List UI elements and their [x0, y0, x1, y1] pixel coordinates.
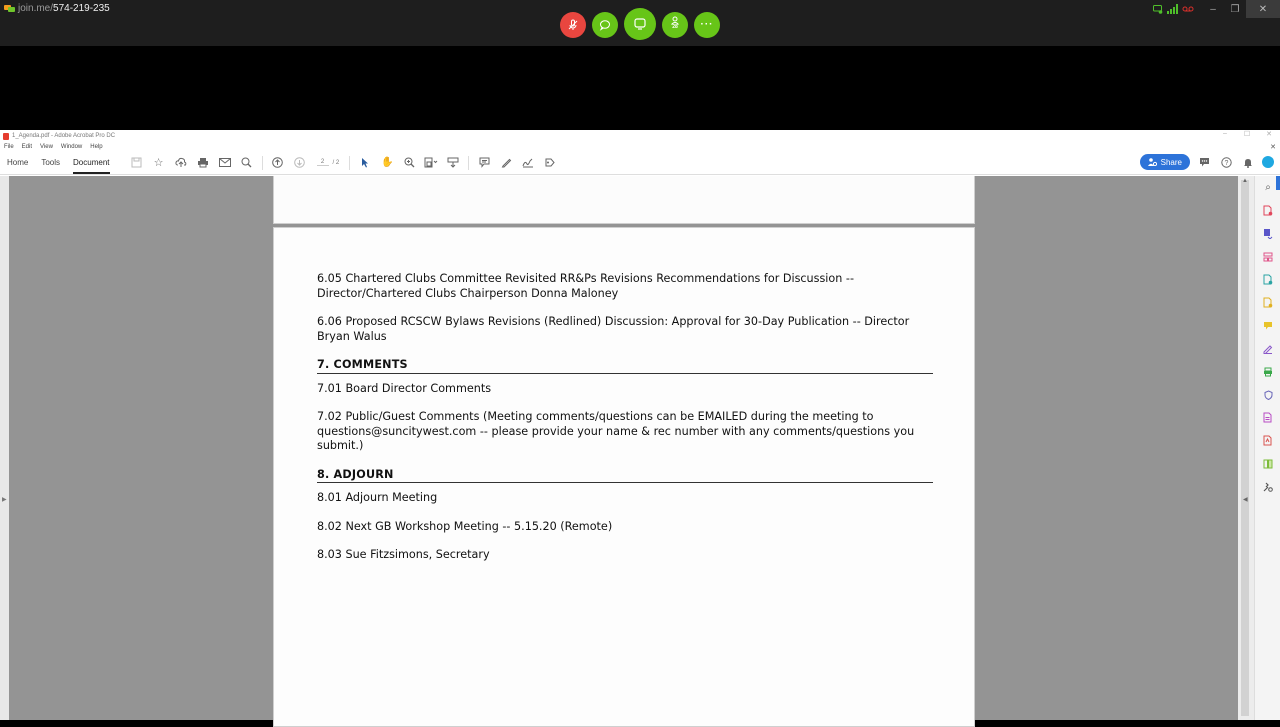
agenda-item-7-02: 7.02 Public/Guest Comments (Meeting comments/questions can be EMAILED during the meeting to questions@suncitywest.com -- please provide your name & rec number with any comments/questions you submit.) — [317, 410, 915, 452]
window-controls — [1214, 130, 1280, 138]
fill-sign-button[interactable] — [539, 153, 561, 173]
chat-bubble-icon — [599, 19, 611, 31]
page-total: / 2 — [332, 159, 340, 166]
cloud-upload-icon — [175, 157, 187, 168]
menu-bar — [0, 142, 1280, 151]
joinme-logo-icon — [4, 5, 15, 12]
bell-icon — [1243, 157, 1253, 168]
menu-file[interactable]: File — [4, 143, 14, 150]
tab-home[interactable]: Home — [7, 158, 29, 167]
menu-help[interactable]: Help — [90, 143, 103, 150]
agenda-item-6-05: 6.05 Chartered Clubs Committee Revisited RR&Ps Revisions Recommendations for Discussion -- Director/Chartered Clubs Chairperson Donna Maloney — [317, 272, 854, 300]
agenda-item-8-02: 8.02 Next GB Workshop Meeting -- 5.15.20 (Remote) — [317, 519, 613, 533]
shared-screen-margin — [0, 46, 1280, 130]
pane-accent — [1276, 176, 1280, 190]
more-button[interactable] — [694, 12, 720, 38]
signature-icon — [522, 157, 534, 168]
hand-tool-button[interactable] — [376, 153, 398, 173]
hand-icon: ✋ — [380, 157, 394, 168]
tool-edit-pdf[interactable] — [1255, 268, 1280, 291]
edit-pdf-icon — [1263, 274, 1273, 285]
help-circle-icon — [1221, 157, 1232, 168]
comment-button[interactable] — [473, 153, 495, 173]
page-display-button[interactable] — [420, 153, 442, 173]
agenda-item-8-03: 8.03 Sue Fitzsimons, Secretary — [317, 548, 490, 561]
tool-fill-sign[interactable] — [1255, 291, 1280, 314]
document-area — [0, 176, 1280, 720]
tab-document[interactable]: Document — [73, 151, 109, 174]
search-icon — [241, 157, 252, 168]
save-button[interactable] — [126, 153, 148, 173]
zoom-search-icon: ⌕ — [1265, 182, 1271, 193]
export-pdf-icon — [1263, 228, 1273, 239]
screen-icon — [633, 17, 647, 31]
page-number-input[interactable]: 2 — [317, 159, 329, 166]
save-icon — [131, 157, 142, 168]
print-production-icon — [1263, 367, 1273, 377]
microphone-muted-icon — [567, 19, 579, 31]
share-button[interactable] — [1140, 154, 1190, 170]
signal-strength-icon — [1167, 4, 1178, 14]
help-button[interactable] — [1218, 154, 1234, 170]
mute-microphone-button[interactable] — [560, 12, 586, 38]
minimize-button[interactable]: – — [1210, 3, 1216, 15]
toolbar-divider — [468, 156, 469, 170]
star-icon: ☆ — [153, 157, 164, 169]
maximize-button[interactable]: ☐ — [1243, 131, 1251, 138]
joinme-window-area — [1153, 0, 1280, 18]
tab-tools[interactable]: Tools — [41, 158, 61, 167]
participant-count: 28 — [672, 23, 678, 30]
joinme-toolbar — [0, 0, 1280, 46]
menu-view[interactable]: View — [40, 143, 53, 150]
upload-button[interactable] — [170, 153, 192, 173]
sign-button[interactable] — [517, 153, 539, 173]
tool-combine[interactable] — [1255, 406, 1280, 429]
tag-pen-icon — [544, 157, 556, 168]
cursor-arrow-icon — [360, 157, 370, 168]
signature-tool-icon — [1263, 344, 1273, 354]
arrow-down-circle-icon — [294, 157, 305, 168]
toolbar-right — [1140, 154, 1274, 170]
select-tool-button[interactable] — [354, 153, 376, 173]
page-indicator — [317, 159, 340, 166]
scroll-up-arrow-icon[interactable]: ▲ — [1242, 178, 1248, 184]
pdf-page — [273, 227, 975, 727]
comment-icon — [479, 157, 490, 168]
agenda-item-8-01: 8.01 Adjourn Meeting — [317, 491, 438, 504]
agenda-item-6-06: 6.06 Proposed RCSCW Bylaws Revisions (Redlined) Discussion: Approval for 30-Day Publication -- Director Bryan Walus — [317, 315, 910, 343]
more-dots-icon: ··· — [700, 19, 714, 30]
comment-tool-icon — [1263, 321, 1273, 331]
printer-icon — [197, 157, 209, 168]
pdf-document-icon — [1263, 435, 1273, 446]
svg-text:?: ? — [1224, 159, 1228, 167]
tool-compress[interactable] — [1255, 429, 1280, 452]
url-prefix: join.me/ — [18, 3, 54, 14]
bookmark-button[interactable] — [148, 153, 170, 173]
expand-left-panel-icon[interactable]: ▶ — [2, 497, 7, 503]
arrow-up-circle-icon — [272, 157, 283, 168]
scrollbar-thumb[interactable] — [1241, 180, 1249, 716]
window-title: 1_Agenda.pdf - Adobe Acrobat Pro DC — [12, 133, 116, 139]
previous-page-button[interactable] — [267, 153, 289, 173]
comments-panel-button[interactable] — [1196, 154, 1212, 170]
email-button[interactable] — [214, 153, 236, 173]
create-pdf-icon — [1263, 205, 1273, 216]
meeting-controls — [560, 9, 720, 40]
shield-icon — [1264, 390, 1273, 400]
add-person-icon — [1148, 158, 1157, 166]
highlight-button[interactable] — [495, 153, 517, 173]
tools-pane — [1254, 176, 1280, 720]
combine-files-icon — [1263, 412, 1273, 423]
close-button[interactable]: ✕ — [1246, 0, 1280, 18]
zoom-in-icon — [404, 157, 415, 168]
window-titlebar — [0, 130, 1280, 142]
connection-icon — [1153, 5, 1163, 14]
previous-page-bottom — [273, 176, 975, 224]
restore-button[interactable]: ❐ — [1230, 3, 1240, 15]
vertical-scrollbar[interactable] — [1238, 176, 1254, 720]
pen-icon — [501, 157, 512, 168]
tool-compare[interactable] — [1255, 452, 1280, 475]
tool-comment[interactable] — [1255, 314, 1280, 337]
share-label: Share — [1160, 157, 1182, 167]
acrobat-window — [0, 130, 1280, 720]
speech-bubble-icon — [1199, 157, 1210, 167]
search-button[interactable] — [236, 153, 258, 173]
tool-protect[interactable] — [1255, 383, 1280, 406]
tool-organize-pages[interactable] — [1255, 245, 1280, 268]
nav-tabs — [0, 151, 110, 174]
agenda-item-7-01: 7.01 Board Director Comments — [317, 381, 492, 395]
document-tools — [126, 153, 562, 173]
menu-window[interactable]: Window — [60, 143, 83, 150]
status-indicators — [1153, 4, 1194, 14]
compare-icon — [1263, 459, 1273, 469]
close-document-button[interactable]: ✕ — [1270, 143, 1276, 151]
wrench-gear-icon — [1263, 482, 1273, 492]
meeting-url — [4, 3, 110, 14]
tool-more-tools[interactable] — [1255, 475, 1280, 498]
zoom-in-button[interactable] — [398, 153, 420, 173]
scrolling-mode-button[interactable] — [442, 153, 464, 173]
print-button[interactable] — [192, 153, 214, 173]
collapse-right-panel-icon[interactable]: ◀ — [1243, 497, 1248, 503]
minimize-button[interactable]: – — [1223, 130, 1227, 137]
keyboard-scroll-icon — [447, 157, 459, 168]
agenda-content — [317, 272, 933, 577]
pdf-viewer — [9, 176, 1238, 720]
user-avatar[interactable] — [1262, 156, 1274, 168]
tool-fill-and-sign[interactable] — [1255, 337, 1280, 360]
tool-export-pdf[interactable] — [1255, 222, 1280, 245]
organize-pages-icon — [1263, 252, 1273, 262]
meeting-code: 574-219-235 — [53, 3, 110, 14]
tool-print-production[interactable] — [1255, 360, 1280, 383]
envelope-icon — [219, 158, 231, 167]
tool-create-pdf[interactable] — [1255, 199, 1280, 222]
left-panel-rail — [0, 176, 9, 720]
fill-sign-icon — [1263, 297, 1273, 308]
section-heading-adjourn: 8. ADJOURN — [317, 468, 933, 484]
participants-button[interactable] — [662, 12, 688, 38]
section-heading-comments: 7. COMMENTS — [317, 358, 933, 374]
main-toolbar — [0, 151, 1280, 175]
page-fit-icon — [424, 157, 438, 168]
close-button[interactable]: ✕ — [1266, 131, 1272, 138]
recording-icon — [1182, 6, 1194, 12]
notifications-button[interactable] — [1240, 154, 1256, 170]
screen-share-button[interactable] — [624, 8, 656, 40]
next-page-button[interactable] — [289, 153, 311, 173]
menu-edit[interactable]: Edit — [21, 143, 33, 150]
chat-button[interactable] — [592, 12, 618, 38]
toolbar-divider — [349, 156, 350, 170]
pdf-file-icon — [3, 133, 9, 140]
toolbar-divider — [262, 156, 263, 170]
